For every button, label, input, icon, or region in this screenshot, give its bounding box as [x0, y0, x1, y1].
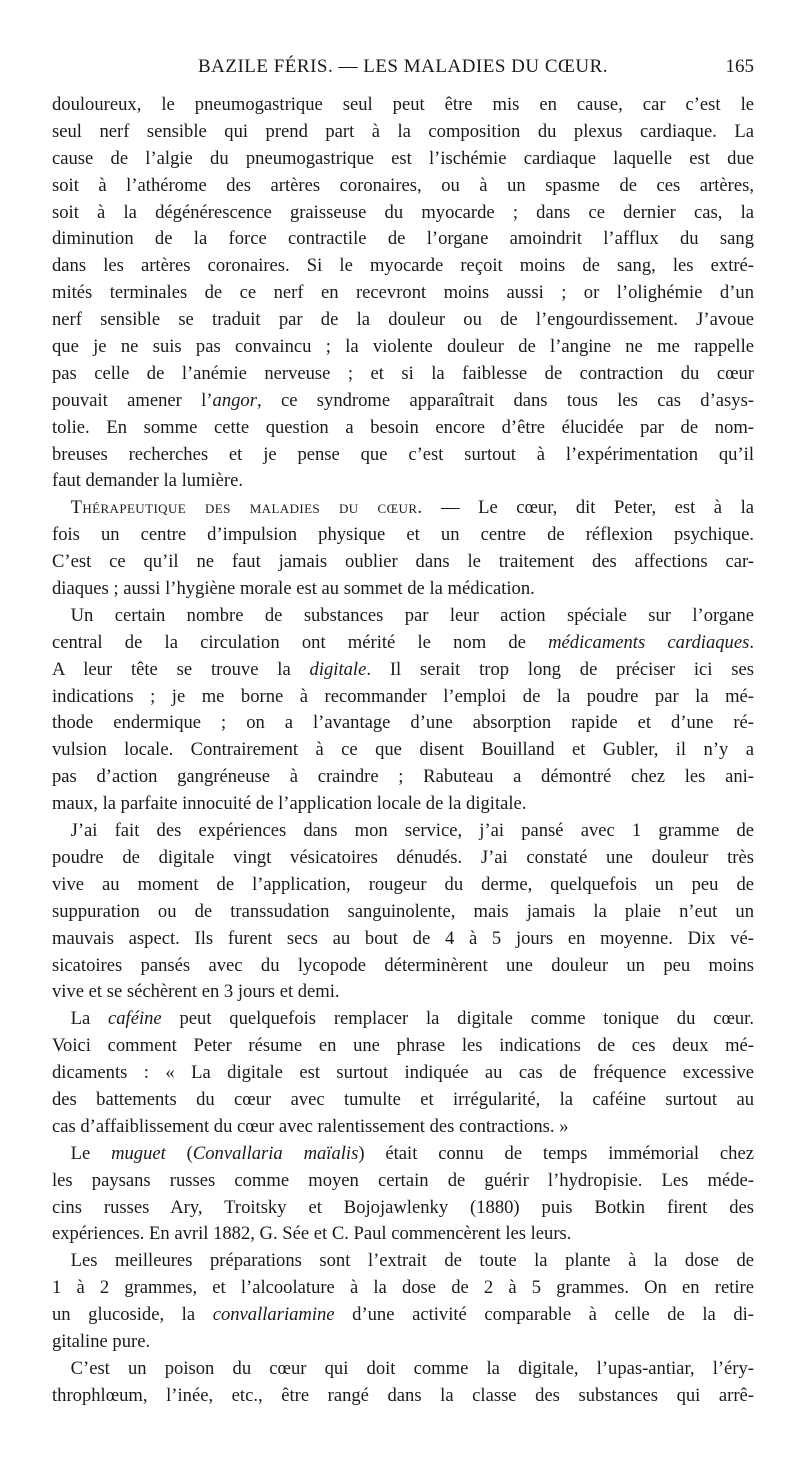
text-line [52, 953, 754, 980]
italic-term: angor [212, 389, 257, 411]
text-run: J’ai fait des expériences dans mon service, j’ai pansé avec 1 gramme de [52, 820, 754, 842]
text-line [52, 1033, 754, 1060]
text-run: — Le cœur, dit Peter, est à la [422, 497, 754, 519]
italic-term: médicaments cardiaques [548, 631, 750, 653]
text-run: mités terminales de ce nerf en recevront moins aussi ; or l’olighémie d’un [52, 282, 754, 304]
text-run: pas celle de l’anémie nerveuse ; et si la faiblesse de contraction du cœur [52, 362, 754, 384]
text-line [52, 1275, 754, 1302]
text-line [52, 388, 754, 415]
text-line [52, 926, 754, 953]
text-run: sicatoires pansés avec du lycopode déterminèrent une douleur un peu moins [52, 954, 754, 976]
text-run: 1 à 2 grammes, et l’alcoolature à la dose de 2 à 5 grammes. On en retire [52, 1277, 754, 1299]
text-line [52, 979, 754, 1006]
text-run: vive et se séchèrent en 3 jours et demi. [52, 981, 340, 1003]
text-run: thode endermique ; on a l’avantage d’une absorption rapide et d’une ré- [52, 712, 754, 734]
text-run: cause de l’algie du pneumogastrique est l’ischémie cardiaque laquelle est due [52, 147, 754, 169]
text-line [52, 737, 754, 764]
text-run: , ce syndrome apparaîtrait dans tous les cas d’asys- [256, 389, 754, 411]
text-run: suppuration ou de transsudation sanguinolente, mais jamais la plaie n’eut un [52, 900, 754, 922]
text-line [52, 495, 754, 522]
text-line [52, 334, 754, 361]
text-run: cas d’affaiblissement du cœur avec ralentissement des contractions. » [52, 1115, 569, 1137]
text-run: gitaline pure. [52, 1330, 151, 1352]
text-line [52, 1195, 754, 1222]
text-run: mauvais aspect. Ils furent secs au bout de 4 à 5 jours en moyenne. Dix vé- [52, 927, 754, 949]
text-line [52, 522, 754, 549]
text-run: soit à l’athérome des artères coronaires, ou à un spasme de ces artères, [52, 174, 754, 196]
text-line [52, 307, 754, 334]
book-page [52, 56, 754, 1410]
text-run: ( [165, 1142, 193, 1164]
text-line [52, 845, 754, 872]
text-run: A leur tête se trouve la [52, 658, 310, 680]
text-run: fois un centre d’impulsion physique et un centre de réflexion psychique. [52, 524, 754, 546]
text-run: d’une activité comparable à celle de la di- [334, 1304, 754, 1326]
text-run: faut demander la lumière. [52, 470, 244, 492]
text-run: throphlœum, l’inée, etc., être rangé dans la classe des substances qui arrê- [52, 1384, 754, 1406]
text-line [52, 1060, 754, 1087]
text-run: peut quelquefois remplacer la digitale comme tonique du cœur. [161, 1008, 754, 1030]
text-line [52, 603, 754, 630]
text-run: vive au moment de l’application, rougeur du derme, quelquefois un peu de [52, 873, 754, 895]
text-line [52, 1329, 754, 1356]
text-line [52, 657, 754, 684]
text-run: les paysans russes comme moyen certain de guérir l’hydropisie. Les méde- [52, 1169, 754, 1191]
text-line [52, 549, 754, 576]
text-line [52, 415, 754, 442]
text-run: diaques ; aussi l’hygiène morale est au sommet de la médication. [52, 578, 535, 600]
text-line [52, 818, 754, 845]
text-run: pas d’action gangréneuse à craindre ; Rabuteau a démontré chez les ani- [52, 766, 754, 788]
text-line [52, 173, 754, 200]
text-line [52, 710, 754, 737]
text-run: . [749, 631, 754, 653]
text-line [52, 1006, 754, 1033]
text-run: vulsion locale. Contrairement à ce que disent Bouilland et Gubler, il n’y a [52, 739, 754, 761]
text-run: Le [52, 1142, 112, 1164]
text-line [52, 1383, 754, 1410]
body-text [52, 92, 754, 1410]
text-line [52, 146, 754, 173]
text-run: pouvait amener l’ [52, 389, 213, 411]
text-line [52, 226, 754, 253]
text-run: expériences. En avril 1882, G. Sée et C. Paul commencèrent les leurs. [52, 1223, 572, 1245]
text-run: des battements du cœur avec tumulte et irrégularité, la caféine surtout au [52, 1088, 754, 1110]
text-line [52, 468, 754, 495]
text-run: tolie. En somme cette question a besoin encore d’être élucidée par de nom- [52, 416, 754, 438]
text-line [52, 1087, 754, 1114]
running-head [52, 56, 754, 86]
text-line [52, 872, 754, 899]
text-line [52, 791, 754, 818]
text-run: C’est ce qu’il ne faut jamais oublier dans le traitement des affections car- [52, 551, 754, 573]
text-line [52, 253, 754, 280]
text-line [52, 764, 754, 791]
text-run: Un certain nombre de substances par leur action spéciale sur l’organe [52, 604, 754, 626]
italic-term: Convallaria maïalis [192, 1142, 359, 1164]
text-line [52, 630, 754, 657]
text-line [52, 361, 754, 388]
text-line [52, 442, 754, 469]
text-line [52, 1248, 754, 1275]
text-run: Les meilleures préparations sont l’extrait de toute la plante à la dose de [52, 1250, 754, 1272]
text-run: maux, la parfaite innocuité de l’application locale de la digitale. [52, 793, 527, 815]
text-run [52, 497, 71, 518]
text-line [52, 899, 754, 926]
text-run: central de la circulation ont mérité le nom de [52, 631, 549, 653]
text-line [52, 1302, 754, 1329]
text-line [52, 684, 754, 711]
text-run: seul nerf sensible qui prend part à la composition du plexus cardiaque. La [52, 120, 754, 142]
text-run: nerf sensible se traduit par de la douleur ou de l’engourdissement. J’avoue [52, 309, 754, 331]
text-line [52, 1221, 754, 1248]
italic-term: convallariamine [212, 1304, 335, 1326]
text-run: que je ne suis pas convaincu ; la violente douleur de l’angine ne me rappelle [52, 336, 754, 358]
text-line [52, 576, 754, 603]
page-number: 165 [725, 56, 754, 77]
text-run: douloureux, le pneumogastrique seul peut être mis en cause, car c’est le [52, 94, 754, 115]
text-line [52, 1356, 754, 1383]
text-line [52, 280, 754, 307]
italic-term: muguet [111, 1142, 166, 1164]
text-line [52, 119, 754, 146]
text-line [52, 1168, 754, 1195]
text-run: un glucoside, la [52, 1304, 213, 1326]
italic-term: caféine [108, 1008, 162, 1030]
text-run: dicaments : « La digitale est surtout indiquée au cas de fréquence excessive [52, 1062, 754, 1084]
text-run: Voici comment Peter résume en une phrase les indications de ces deux mé- [52, 1035, 754, 1057]
text-run: ) était connu de temps immémorial chez [358, 1142, 754, 1164]
text-run: diminution de la force contractile de l’organe amoindrit l’afflux du sang [52, 228, 754, 250]
text-line [52, 1141, 754, 1168]
running-title: BAZILE FÉRIS. — LES MALADIES DU CŒUR. [197, 56, 609, 77]
text-run: La [52, 1008, 108, 1030]
text-line [52, 92, 754, 119]
text-run: . Il serait trop long de préciser ici ses [366, 658, 754, 680]
text-run: cins russes Ary, Troitsky et Bojojawlenky (1880) puis Botkin firent des [52, 1196, 754, 1218]
text-run: breuses recherches et je pense que c’est surtout à l’expérimentation qu’il [52, 443, 754, 465]
text-run: poudre de digitale vingt vésicatoires dénudés. J’ai constaté une douleur très [52, 846, 754, 868]
text-run: indications ; je me borne à recommander l’emploi de la poudre par la mé- [52, 685, 754, 707]
text-line [52, 1114, 754, 1141]
text-run: dans les artères coronaires. Si le myocarde reçoit moins de sang, les extré- [52, 255, 754, 277]
italic-term: digitale [309, 658, 367, 680]
text-line [52, 200, 754, 227]
text-run: soit à la dégénérescence graisseuse du myocarde ; dans ce dernier cas, la [52, 201, 754, 223]
text-run: C’est un poison du cœur qui doit comme la digitale, l’upas-antiar, l’éry- [52, 1357, 754, 1379]
section-heading: Thérapeutique des maladies du cœur. [70, 497, 423, 519]
